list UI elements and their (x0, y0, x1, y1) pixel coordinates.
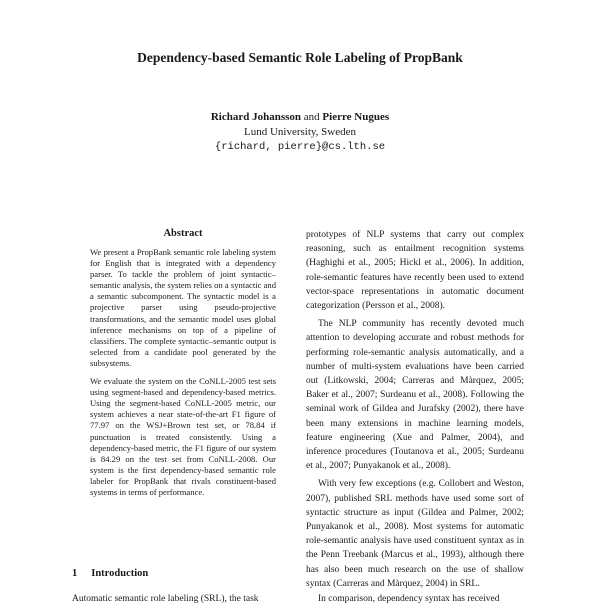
section-heading-introduction (72, 568, 148, 579)
affiliation: Lund University, Sweden (243, 126, 357, 138)
abstract-paragraph-1: We present a PropBank semantic role labeling system for English that is integrated with a dependency parser. To tackle the problem of joint syntactic–semantic analysis, the system relies on a syntactic and a semantic subcomponent. The syntactic model is a projective parser using pseudo-projective transformations, and the semantic model uses global inference mechanisms on top of a pipeline of classifiers. The complete syntactic–semantic output is selected from a candidate pool generated by the subsystems. (90, 247, 276, 368)
abstract (90, 228, 276, 505)
right-paragraph-1: prototypes of NLP systems that carry out complex reasoning, such as entailment recognition systems (Haghighi et al., 2005; Hickl et al., 2006). In addition, role-semantic features have recently been used to extend vector-space representations in automatic document categorization (Persson et al., 2008). (306, 230, 524, 312)
introduction-first-line: Automatic semantic role labeling (SRL), the task (72, 594, 259, 604)
abstract-paragraph-2: We evaluate the system on the CoNLL-2005 test sets using segment-based and dependency-based metrics. Using the segment-based CoNLL-2005 metric, our system achieves a near state-of-the-art F1 figure of 77.97 on the WSJ+Brown test set, or 78.84 if punctuation is treated consistently. Using a dependency-based metric, the F1 figure of our system is 84.29 on the test set from CoNLL-2008. Our system is the first dependency-based semantic role labeler for PropBank that rivals constituent-based systems in terms of performance. (90, 376, 276, 497)
right-paragraph-2: The NLP community has recently devoted much attention to developing accurate and robust methods for performing role-semantic analysis automatically, and a number of multi-system evaluations have been carried out (Litkowski, 2004; Carreras and Màrquez, 2005; Baker et al., 2007; Surdeanu et al., 2008). Following the seminal work of Gildea and Jurafsky (2002), there have been many extensions in machine learning models, feature engineering (Xue and Palmer, 2004), and inference procedures (Toutanova et al., 2005; Surdeanu et al., 2007; Punyakanok et al., 2008). (306, 319, 524, 472)
section-title: Introduction (91, 568, 149, 579)
author-conjunction: and (303, 111, 320, 123)
abstract-heading: Abstract (163, 228, 203, 239)
author-names (0, 110, 600, 125)
author-block (0, 110, 600, 155)
paper-title: Dependency-based Semantic Role Labeling of PropBank (137, 50, 463, 65)
author-1: Richard Johansson (210, 111, 302, 123)
author-email: {richard, pierre}@cs.lth.se (214, 141, 386, 153)
section-number: 1 (72, 568, 78, 579)
right-paragraph-4-start: In comparison, dependency syntax has received (318, 594, 500, 604)
right-paragraph-3: With very few exceptions (e.g. Collobert and Weston, 2007), published SRL methods have used some sort of syntactic structure as input (Gildea and Palmer, 2002; Punyakanok et al., 2008). Most systems for automatic role-semantic analysis have used constituent syntax as in the Penn Treebank (Marcus et al., 1993), although there has also been much research on the use of shallow syntax (Carreras and Màrquez, 2004) in SRL. (306, 479, 524, 589)
right-column (306, 228, 524, 595)
author-2: Pierre Nugues (322, 111, 390, 123)
